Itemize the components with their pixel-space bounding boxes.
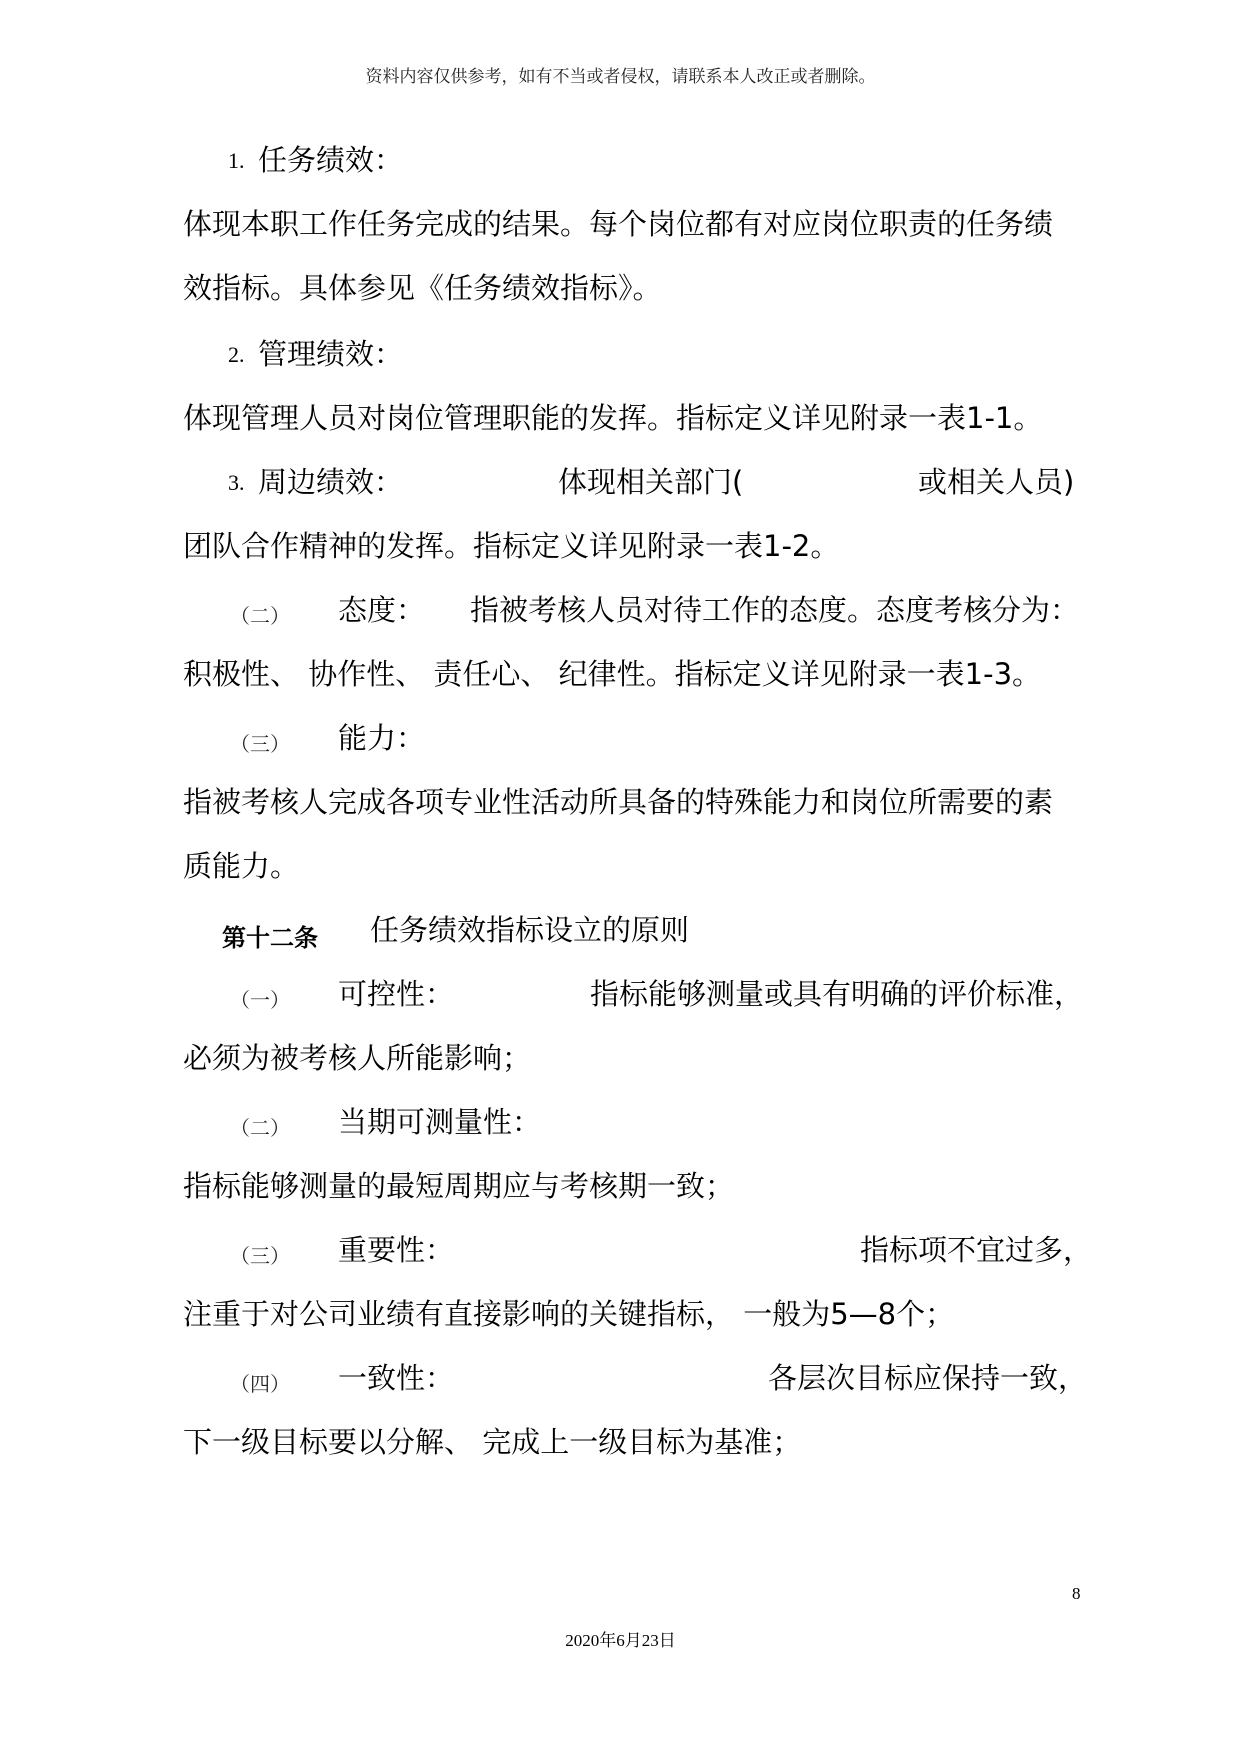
ability-title: 能力： <box>338 721 426 755</box>
item3-title: 周边绩效： <box>258 465 404 499</box>
p2-marker: （二） <box>230 1116 290 1140</box>
p1-desc-line2: 必须为被考核人所能影响； <box>183 1041 532 1075</box>
item2-title: 管理绩效： <box>258 337 404 371</box>
p3-desc-line2: 注重于对公司业绩有直接影响的关键指标， 一般为5—8个； <box>183 1297 955 1331</box>
ability-desc-line2: 质能力。 <box>183 849 300 883</box>
item2-number: 2. <box>228 342 245 367</box>
p1-marker: （一） <box>230 988 290 1012</box>
p4-desc: 各层次目标应保持一致， <box>768 1361 1088 1395</box>
item3-desc: 团队合作精神的发挥。指标定义详见附录一表1-2。 <box>183 529 840 563</box>
p1-desc: 指标能够测量或具有明确的评价标准， <box>590 977 1084 1011</box>
p2-title: 当期可测量性： <box>338 1105 542 1139</box>
footer-date: 2020年6月23日 <box>565 1631 676 1650</box>
attitude-desc-line2: 积极性、 协作性、 责任心、 纪律性。指标定义详见附录一表1-3。 <box>183 657 1042 691</box>
item2-desc: 体现管理人员对岗位管理职能的发挥。指标定义详见附录一表1-1。 <box>183 401 1043 435</box>
attitude-desc: 指被考核人员对待工作的态度。态度考核分为： <box>470 593 1080 627</box>
ability-marker: （三） <box>230 732 290 756</box>
item3-desc-b: 或相关人员) <box>918 465 1075 499</box>
article-label: 第十二条 <box>222 924 318 952</box>
item1-number: 1. <box>228 148 245 173</box>
item3-desc-a: 体现相关部门( <box>558 465 744 499</box>
header-disclaimer: 资料内容仅供参考，如有不当或者侵权，请联系本人改正或者删除。 <box>365 67 876 87</box>
item1-title: 任务绩效： <box>258 143 404 177</box>
ability-desc-line1: 指被考核人完成各项专业性活动所具备的特殊能力和岗位所需要的素 <box>183 785 1054 819</box>
attitude-marker: （二） <box>230 604 290 628</box>
p4-desc-line2: 下一级目标要以分解、 完成上一级目标为基准； <box>183 1425 802 1459</box>
item1-desc-line2: 效指标。具体参见《任务绩效指标》。 <box>183 271 662 305</box>
p3-title: 重要性： <box>338 1233 455 1267</box>
p3-marker: （三） <box>230 1244 290 1268</box>
item1-desc-line1: 体现本职工作任务完成的结果。每个岗位都有对应岗位职责的任务绩 <box>183 207 1054 241</box>
p1-title: 可控性： <box>338 977 455 1011</box>
p2-desc: 指标能够测量的最短周期应与考核期一致； <box>183 1169 735 1203</box>
article-title: 任务绩效指标设立的原则 <box>370 913 690 947</box>
p3-desc: 指标项不宜过多， <box>860 1233 1093 1267</box>
p4-title: 一致性： <box>338 1361 455 1395</box>
page-number: 8 <box>1072 1584 1081 1603</box>
item3-number: 3. <box>228 470 245 495</box>
p4-marker: （四） <box>230 1372 290 1396</box>
attitude-title: 态度： <box>338 593 426 627</box>
